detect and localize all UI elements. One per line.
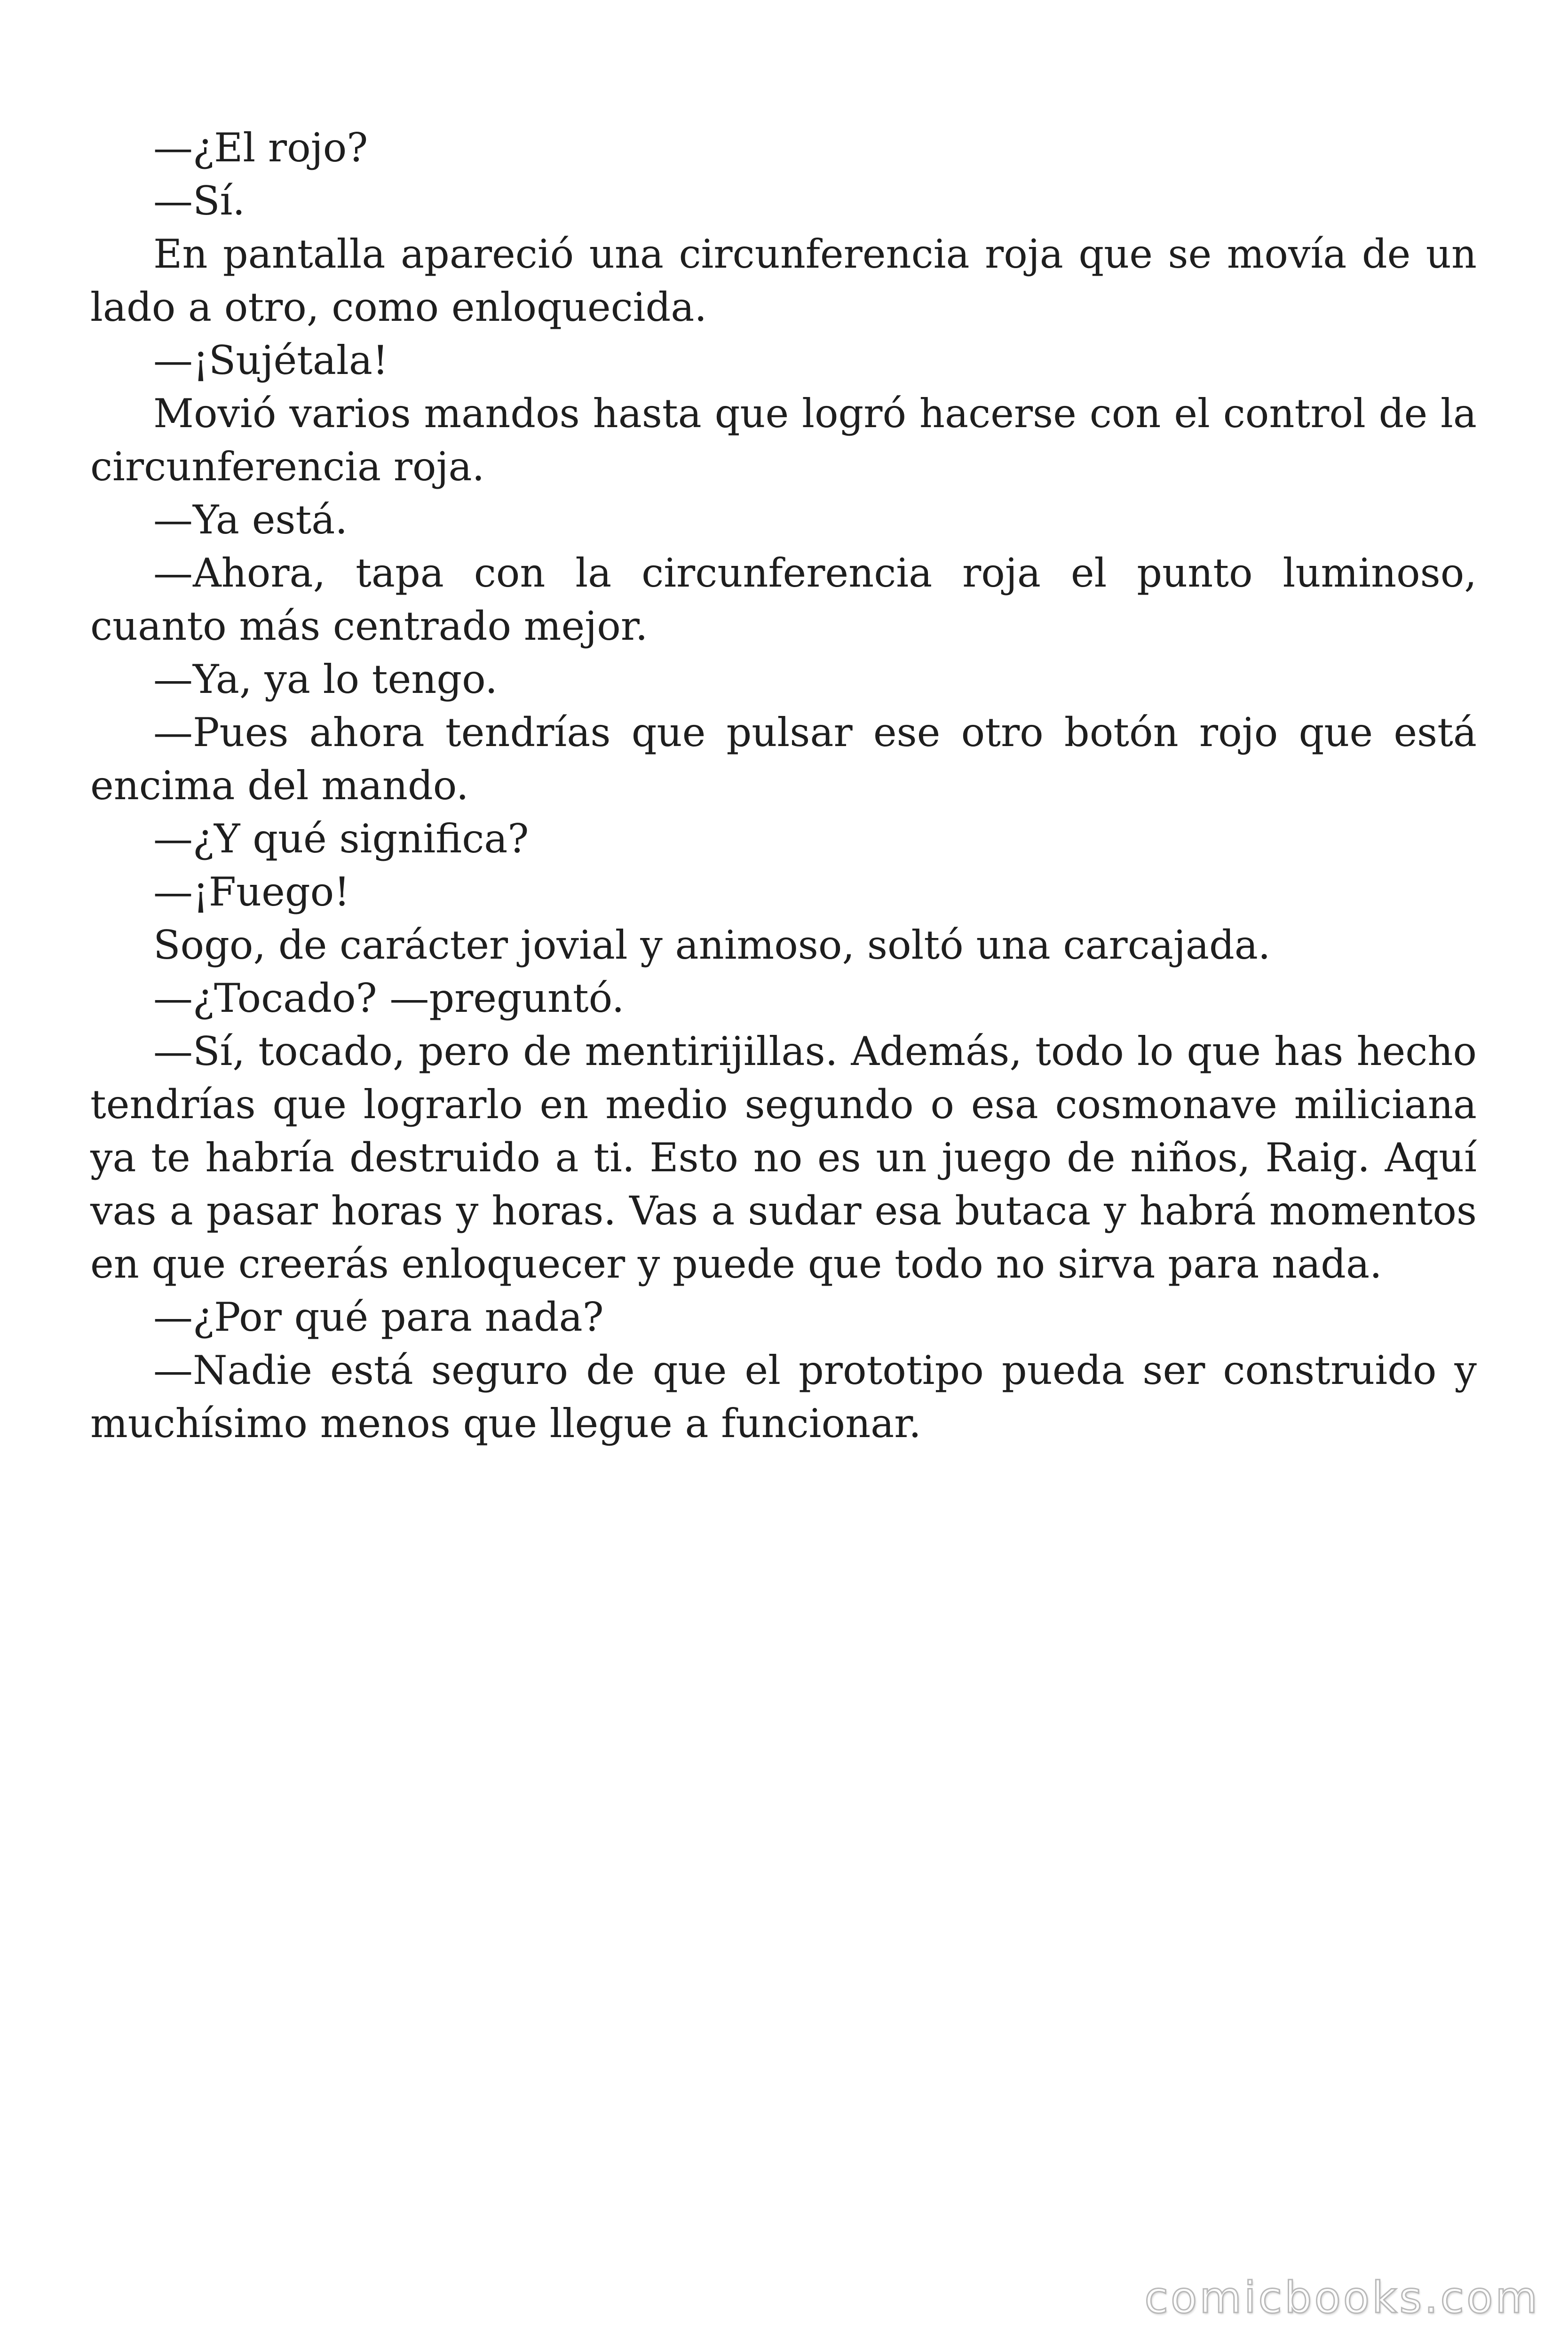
paragraph: —Ya está.: [153, 497, 348, 543]
paragraph: —¿El rojo?: [153, 125, 368, 171]
paragraph: —Nadie está seguro de que el prototipo pueda ser construido y muchísimo menos que llegue a funcionar.: [90, 1347, 1477, 1446]
paragraph: —Pues ahora tendrías que pulsar ese otro botón rojo que está encima del mando.: [90, 709, 1477, 809]
paragraph: —¡Sujétala!: [153, 337, 388, 383]
paragraph: —¿Tocado? —preguntó.: [153, 975, 625, 1021]
paragraph: —¿Y qué significa?: [153, 816, 529, 862]
paragraph: Movió varios mandos hasta que logró hacerse con el control de la circunferencia roja.: [90, 390, 1477, 490]
watermark-text: comicbooks.com: [1144, 2273, 1540, 2323]
body-text: [90, 121, 1477, 1450]
paragraph: —Ya, ya lo tengo.: [153, 656, 498, 702]
paragraph: En pantalla apareció una circunferencia roja que se movía de un lado a otro, como enloquecida.: [90, 231, 1477, 330]
paragraph: Sogo, de carácter jovial y animoso, soltó una carcajada.: [153, 922, 1271, 968]
paragraph: —Sí.: [153, 178, 245, 224]
paragraph: —¡Fuego!: [153, 869, 350, 915]
paragraph: —¿Por qué para nada?: [153, 1294, 604, 1340]
paragraph: —Ahora, tapa con la circunferencia roja el punto luminoso, cuanto más centrado mejor.: [90, 550, 1477, 649]
paragraph: —Sí, tocado, pero de mentirijillas. Además, todo lo que has hecho tendrías que lograrlo en medio segundo o esa cosmonave miliciana ya te habría destruido a ti. Esto no es un juego de niños, Raig. Aquí vas a pasar horas y horas. Vas a sudar esa butaca y habrá momentos en que creerás enloquecer y puede que todo no sirva para nada.: [90, 1028, 1477, 1287]
